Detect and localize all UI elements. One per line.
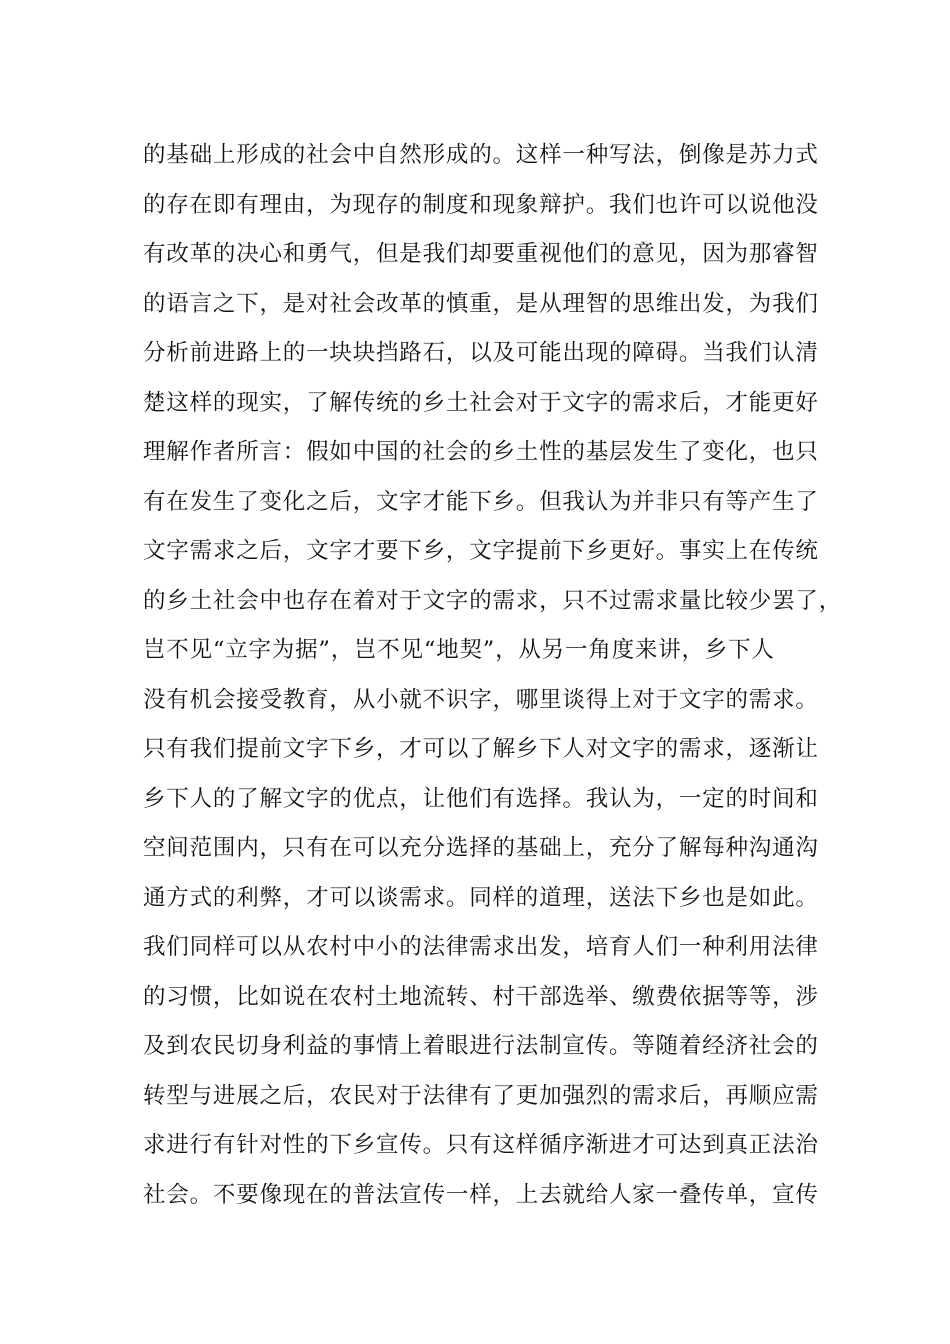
text-line: 的乡土社会中也存在着对于文字的需求，只不过需求量比较少罢了， — [143, 587, 843, 614]
text-line: 的存在即有理由，为现存的制度和现象辩护。我们也许可以说他没 — [143, 191, 819, 218]
text-line: 的习惯，比如说在农村土地流转、村干部选举、缴费依据等等，涉 — [143, 983, 819, 1010]
text-line: 的基础上形成的社会中自然形成的。这样一种写法，倒像是苏力式 — [143, 142, 819, 168]
text-line: 社会。不要像现在的普法宣传一样，上去就给人家一叠传单，宣传 — [143, 1181, 819, 1208]
text-line: 及到农民切身利益的事情上着眼进行法制宣传。等随着经济社会的 — [143, 1033, 819, 1059]
text-line: 有改革的决心和勇气，但是我们却要重视他们的意见，因为那睿智 — [143, 241, 819, 267]
body-text — [143, 131, 843, 1220]
text-line: 只有我们提前文字下乡，才可以了解乡下人对文字的需求，逐渐让 — [143, 736, 819, 762]
text-line: 有在发生了变化之后，文字才能下乡。但我认为并非只有等产生了 — [143, 488, 819, 515]
text-line: 没有机会接受教育，从小就不识字，哪里谈得上对于文字的需求。 — [143, 686, 819, 713]
text-line: 转型与进展之后，农民对于法律有了更加强烈的需求后，再顺应需 — [143, 1082, 819, 1109]
text-line: 我们同样可以从农村中小的法律需求出发，培育人们一种利用法律 — [143, 934, 819, 960]
text-line: 空间范围内，只有在可以充分选择的基础上，充分了解每种沟通沟 — [143, 835, 819, 861]
text-line: 求进行有针对性的下乡宣传。只有这样循序渐进才可达到真正法治 — [143, 1132, 819, 1158]
text-line: 乡下人的了解文字的优点，让他们有选择。我认为，一定的时间和 — [143, 785, 819, 812]
text-line: 文字需求之后，文字才要下乡，文字提前下乡更好。事实上在传统 — [143, 538, 819, 564]
text-line: 岂不见“立字为据”，岂不见“地契”，从另一角度来讲，乡下人 — [143, 637, 775, 663]
text-line: 理解作者所言：假如中国的社会的乡土性的基层发生了变化，也只 — [143, 439, 819, 465]
text-line: 分析前进路上的一块块挡路石，以及可能出现的障碍。当我们认清 — [143, 340, 819, 366]
text-line: 的语言之下，是对社会改革的慎重，是从理智的思维出发，为我们 — [143, 290, 819, 317]
text-line: 楚这样的现实，了解传统的乡土社会对于文字的需求后，才能更好 — [143, 389, 819, 416]
text-line: 通方式的利弊，才可以谈需求。同样的道理，送法下乡也是如此。 — [143, 884, 819, 911]
